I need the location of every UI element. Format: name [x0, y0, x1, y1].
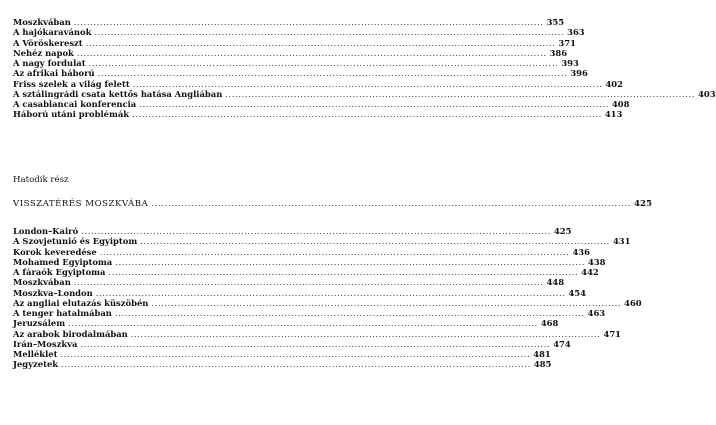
- toc-row[interactable]: [13, 338, 571, 349]
- toc-title: Melléklet: [13, 349, 58, 359]
- toc-leader: ................................................................................................................................................: [151, 199, 632, 209]
- toc-title: Friss szelek a világ felett: [13, 78, 130, 89]
- toc-title: A fáraók Egyiptoma: [13, 267, 106, 277]
- toc-leader: ................................................................................................................................................: [132, 109, 602, 120]
- toc-page-number: 454: [568, 287, 586, 298]
- toc-title: Moszkvában: [13, 277, 71, 288]
- toc-page-number: 363: [567, 27, 585, 38]
- toc-title: A nagy fordulat: [13, 58, 86, 68]
- toc-title: Az arabok birodalmában: [13, 328, 128, 339]
- toc-leader: ................................................................................................................................................: [99, 246, 570, 257]
- toc-leader: ................................................................................................................................................: [114, 308, 585, 318]
- toc-section-row[interactable]: [13, 199, 652, 209]
- toc-row[interactable]: [13, 78, 623, 89]
- toc-leader: ................................................................................................................................................: [85, 37, 556, 48]
- toc-leader: ................................................................................................................................................: [140, 236, 610, 247]
- toc-title: Jeruzsálem: [13, 318, 66, 329]
- toc-page-number: 460: [624, 297, 642, 308]
- toc-title: London–Kairó: [13, 226, 79, 236]
- toc-title: Moszkvában: [13, 17, 71, 27]
- toc-page-number: 448: [546, 277, 565, 288]
- toc-page-number: 474: [553, 338, 571, 349]
- toc-title: Nehéz napok: [13, 47, 74, 58]
- toc-row[interactable]: [13, 236, 631, 247]
- toc-row[interactable]: [13, 256, 606, 267]
- toc-row[interactable]: [13, 267, 599, 277]
- toc-page-number: 431: [612, 236, 631, 247]
- toc-leader: ................................................................................................................................................: [61, 359, 531, 370]
- toc-section-title: VISSZATÉRÉS MOSZKVÁBA: [13, 199, 149, 209]
- toc-title: A sztálingrádi csata kettős hatása Angliában: [13, 88, 223, 99]
- toc-row[interactable]: [13, 359, 552, 370]
- toc-row[interactable]: [13, 17, 565, 27]
- toc-leader: ................................................................................................................................................: [151, 297, 622, 308]
- toc-row[interactable]: [13, 47, 568, 58]
- toc-leader: ................................................................................................................................................: [132, 78, 603, 89]
- toc-row[interactable]: [13, 297, 642, 308]
- toc-title: Az afrikai háború: [13, 68, 95, 79]
- toc-page-number: 463: [587, 308, 606, 318]
- toc-leader: ................................................................................................................................................: [115, 256, 585, 267]
- toc-title: Mohamed Egyiptoma: [13, 256, 113, 267]
- toc-row[interactable]: [13, 99, 630, 109]
- toc-page-number: 425: [634, 199, 652, 209]
- toc-leader: ................................................................................................................................................: [130, 328, 601, 339]
- toc-page-number: 408: [611, 99, 630, 109]
- toc-page-number: 355: [546, 17, 565, 27]
- toc-leader: ................................................................................................................................................: [94, 27, 565, 38]
- toc-page-number: 436: [572, 246, 590, 257]
- toc-leader: ................................................................................................................................................: [68, 318, 538, 329]
- toc-row[interactable]: [13, 109, 623, 120]
- toc-page-number: 371: [558, 37, 576, 48]
- toc-leader: ................................................................................................................................................: [97, 68, 568, 79]
- toc-title: Irán–Moszkva: [13, 338, 78, 349]
- toc-title: A tenger hatalmában: [13, 308, 112, 318]
- toc-row[interactable]: [13, 328, 622, 339]
- toc-row[interactable]: [13, 37, 576, 48]
- toc-row[interactable]: [13, 88, 716, 99]
- toc-list-part1: [13, 17, 716, 120]
- toc-list-part2: [13, 226, 642, 370]
- toc-page-number: 402: [605, 78, 623, 89]
- toc-leader: ................................................................................................................................................: [73, 17, 544, 27]
- toc-leader: ................................................................................................................................................: [139, 99, 609, 109]
- toc-title: Háború utáni problémák: [13, 109, 130, 120]
- toc-row[interactable]: [13, 68, 588, 79]
- toc-page-number: 471: [603, 328, 622, 339]
- toc-leader: ................................................................................................................................................: [95, 287, 566, 298]
- toc-row[interactable]: [13, 246, 590, 257]
- toc-row[interactable]: [13, 27, 585, 38]
- toc-page-number: 393: [561, 58, 579, 68]
- toc-title: Az angliai elutazás küszöbén: [13, 297, 149, 308]
- toc-leader: ................................................................................................................................................: [76, 47, 547, 58]
- toc-row[interactable]: [13, 287, 586, 298]
- toc-leader: ................................................................................................................................................: [88, 58, 559, 68]
- toc-title: A casablancai konferencia: [13, 99, 137, 109]
- toc-title: A Szovjetunió és Egyiptom: [13, 236, 138, 247]
- toc-section: [13, 199, 652, 209]
- toc-page-number: 442: [581, 267, 599, 277]
- toc-page-number: 485: [533, 359, 552, 370]
- toc-row[interactable]: [13, 277, 565, 288]
- toc-leader: ................................................................................................................................................: [60, 349, 531, 359]
- toc-title: Jegyzetek: [13, 359, 59, 370]
- toc-page-number: 396: [570, 68, 588, 79]
- toc-title: A hajókaravánok: [13, 27, 92, 38]
- toc-title: Moszkva–London: [13, 287, 93, 298]
- toc-row[interactable]: [13, 58, 579, 68]
- toc-page-number: 425: [553, 226, 572, 236]
- toc-page-number: 468: [540, 318, 559, 329]
- toc-page-number: 438: [588, 256, 606, 267]
- toc-page-number: 386: [549, 47, 568, 58]
- toc-row[interactable]: [13, 318, 559, 329]
- toc-title: A Vöröskereszt: [13, 37, 83, 48]
- toc-row[interactable]: [13, 226, 572, 236]
- toc-row[interactable]: [13, 349, 551, 359]
- toc-page-number: 403: [698, 88, 716, 99]
- toc-page-number: 413: [604, 109, 623, 120]
- toc-leader: ................................................................................................................................................: [73, 277, 544, 288]
- toc-title: Korok keveredése: [13, 246, 97, 257]
- toc-leader: ................................................................................................................................................: [80, 338, 551, 349]
- toc-leader: ................................................................................................................................................: [108, 267, 579, 277]
- toc-leader: ................................................................................................................................................: [225, 88, 696, 99]
- part-heading: Hatodik rész: [13, 175, 69, 185]
- toc-page-number: 481: [533, 349, 551, 359]
- toc-row[interactable]: [13, 308, 606, 318]
- toc-leader: ................................................................................................................................................: [81, 226, 551, 236]
